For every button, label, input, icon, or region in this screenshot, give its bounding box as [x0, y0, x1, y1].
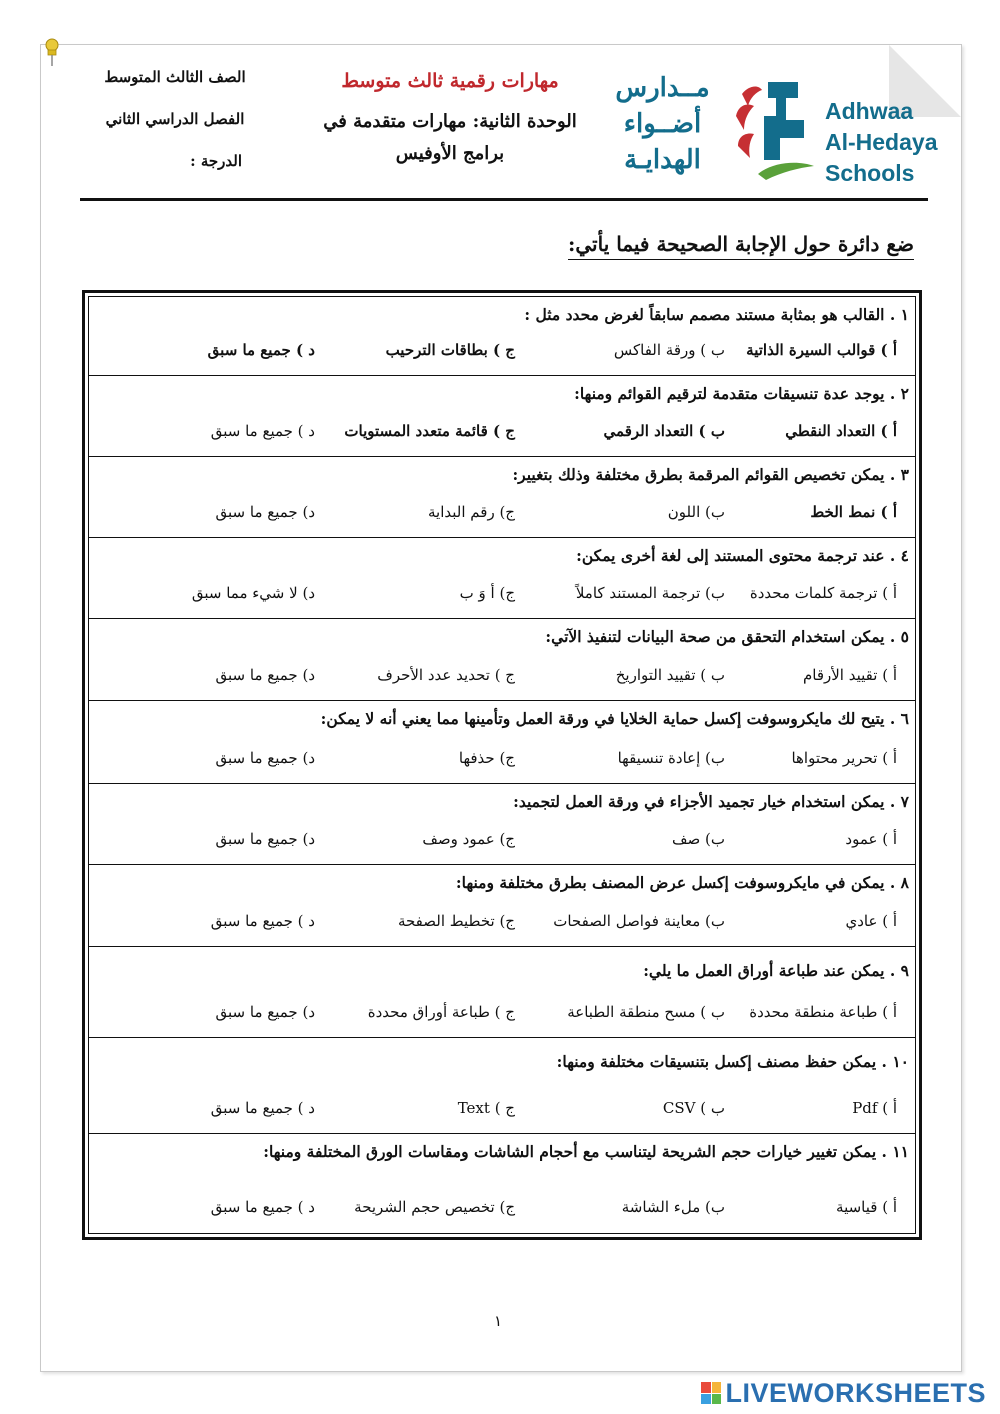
option-a[interactable]: أ ) تقييد الأرقام	[802, 666, 897, 684]
option-d[interactable]: د) جميع ما سبق	[215, 830, 315, 848]
class-info	[80, 68, 270, 194]
question-text: ٧ . يمكن استخدام خيار تجميد الأجزاء في ورقة العمل لتجميد:	[513, 792, 909, 811]
option-c[interactable]: ج) أ وَ ب	[459, 584, 515, 602]
option-a[interactable]: أ ) عمود	[845, 830, 897, 848]
question-row	[89, 538, 915, 619]
question-row	[89, 1038, 915, 1134]
answer-options	[89, 1003, 915, 1027]
question-text: ٨ . يمكن في مايكروسوفت إكسل عرض المصنف بطرق مختلفة ومنها:	[455, 873, 909, 892]
question-row	[89, 701, 915, 784]
question-text: ٢ . يوجد عدة تنسيقات متقدمة لترقيم القوائم ومنها:	[574, 384, 909, 403]
question-text: ٩ . يمكن عند طباعة أوراق العمل ما يلي:	[643, 961, 909, 980]
option-c[interactable]: ج) تخصيص حجم الشريحة	[354, 1198, 515, 1216]
option-d[interactable]: د) لا شيء مما سبق	[191, 584, 315, 602]
option-b[interactable]: ب) إعادة تنسيقها	[617, 749, 725, 767]
option-b[interactable]: ب) اللون	[667, 503, 725, 521]
option-b[interactable]: ب) ترجمة المستند كاملاً	[575, 584, 725, 602]
answer-options	[89, 584, 915, 608]
option-a[interactable]: أ ) قوالب السيرة الذاتية	[746, 341, 897, 359]
option-c[interactable]: ج ) قائمة متعدد المستويات	[344, 422, 515, 440]
answer-options	[89, 1198, 915, 1222]
option-b[interactable]: ب) معاينة فواصل الصفحات	[553, 912, 725, 930]
questions-box	[82, 290, 922, 1240]
option-b[interactable]: ب ) تقييد التواريخ	[615, 666, 725, 684]
option-c[interactable]: ج ) تحديد عدد الأحرف	[377, 666, 515, 684]
logo-emblem-icon	[728, 76, 820, 186]
logo-arabic-line: أضــواء	[623, 109, 702, 139]
answer-options	[89, 1099, 915, 1123]
option-b[interactable]: ب ) التعداد الرقمي	[603, 422, 725, 440]
question-row	[89, 947, 915, 1038]
option-a[interactable]: أ ) طباعة منطقة محددة	[749, 1003, 897, 1021]
answer-options	[89, 341, 915, 365]
question-row	[89, 1134, 915, 1238]
answer-options	[89, 749, 915, 773]
logo-english-line: Schools	[825, 160, 915, 186]
option-c[interactable]: ج ) Text	[457, 1099, 515, 1117]
option-d[interactable]: د ) جميع ما سبق	[210, 912, 315, 930]
question-text: ٣ . يمكن تخصيص القوائم المرقمة بطرق مختلفة وذلك بتغيير:	[512, 465, 909, 484]
question-text: ٥ . يمكن استخدام التحقق من صحة البيانات لتنفيذ الآتي:	[545, 627, 909, 646]
liveworksheets-watermark	[701, 1378, 986, 1408]
header-divider	[80, 198, 928, 201]
logo-arabic-name	[600, 70, 725, 178]
option-d[interactable]: د ) جميع ما سبق	[207, 341, 315, 359]
question-text: ٦ . يتيح لك مايكروسوفت إكسل حماية الخلايا في ورقة العمل وتأمينها مما يعني أنه لا يمكن:	[320, 709, 909, 728]
option-d[interactable]: د) جميع ما سبق	[215, 666, 315, 684]
question-text: ١١ . يمكن تغيير خيارات حجم الشريحة ليتناسب مع أحجام الشاشات ومقاسات الورق المختلفة ومنها:	[263, 1142, 909, 1161]
question-text: ٤ . عند ترجمة محتوى المستند إلى لغة أخرى يمكن:	[576, 546, 909, 565]
option-c[interactable]: ج) عمود وصف	[422, 830, 515, 848]
option-c[interactable]: ج) تخطيط الصفحة	[397, 912, 515, 930]
logo-english-line: Adhwaa	[825, 98, 914, 124]
questions-inner-frame	[88, 296, 916, 1234]
option-c[interactable]: ج ) طباعة أوراق محددة	[367, 1003, 515, 1021]
page-number: ١	[494, 1312, 503, 1330]
semester-label: الفصل الدراسي الثاني	[105, 110, 245, 128]
option-b[interactable]: ب ) مسح منطقة الطباعة	[567, 1003, 725, 1021]
logo-arabic-line: الهدايـة	[624, 145, 701, 175]
question-text: ١ . القالب هو بمثابة مستند مصمم سابقاً لغرض محدد مثل :	[524, 305, 909, 324]
option-d[interactable]: د) جميع ما سبق	[215, 749, 315, 767]
worksheet-title	[300, 70, 600, 170]
logo-english-name	[825, 96, 937, 189]
option-a[interactable]: أ ) تحرير محتواها	[791, 749, 897, 767]
question-row	[89, 376, 915, 457]
option-a[interactable]: أ ) عادي	[845, 912, 897, 930]
answer-options	[89, 830, 915, 854]
liveworksheets-logo-icon	[701, 1382, 721, 1404]
option-d[interactable]: د ) جميع ما سبق	[210, 1198, 315, 1216]
school-logo	[600, 70, 940, 190]
question-row	[89, 784, 915, 865]
logo-arabic-line: مــدارس	[615, 73, 710, 103]
question-row	[89, 619, 915, 701]
option-d[interactable]: د ) جميع ما سبق	[210, 422, 315, 440]
question-row	[89, 457, 915, 538]
answer-options	[89, 503, 915, 527]
answer-options	[89, 422, 915, 446]
answer-options	[89, 912, 915, 936]
question-row	[89, 865, 915, 947]
option-b[interactable]: ب) صف	[671, 830, 725, 848]
question-text: ١٠ . يمكن حفظ مصنف إكسل بتنسيقات مختلفة ومنها:	[556, 1052, 909, 1071]
subject-title: مهارات رقمية ثالث متوسط	[341, 70, 559, 92]
instruction-heading: ضع دائرة حول الإجابة الصحيحة فيما يأتي:	[568, 232, 914, 260]
option-b[interactable]: ب ) CSV	[662, 1099, 725, 1117]
option-a[interactable]: أ ) نمط الخط	[810, 503, 897, 521]
option-c[interactable]: ج) حذفها	[458, 749, 515, 767]
answer-options	[89, 666, 915, 690]
option-d[interactable]: د) جميع ما سبق	[215, 503, 315, 521]
option-c[interactable]: ج ) بطاقات الترحيب	[385, 341, 515, 359]
question-row	[89, 297, 915, 376]
option-a[interactable]: أ ) Pdf	[852, 1099, 897, 1117]
option-a[interactable]: أ ) ترجمة كلمات محددة	[749, 584, 897, 602]
option-b[interactable]: ب ) ورقة الفاكس	[613, 341, 725, 359]
option-a[interactable]: أ ) التعداد النقطي	[785, 422, 897, 440]
logo-english-line: Al-Hedaya	[825, 129, 938, 155]
option-b[interactable]: ب) ملء الشاشة	[621, 1198, 725, 1216]
option-c[interactable]: ج) رقم البداية	[428, 503, 515, 521]
unit-title-line2: برامج الأوفيس	[395, 143, 505, 164]
pushpin-icon	[42, 38, 62, 68]
score-label: الدرجة :	[190, 152, 242, 170]
option-a[interactable]: أ ) قياسية	[836, 1198, 897, 1216]
option-d[interactable]: د) جميع ما سبق	[215, 1003, 315, 1021]
unit-title-line1: الوحدة الثانية: مهارات متقدمة في	[323, 111, 577, 132]
grade-label: الصف الثالث المتوسط	[104, 68, 246, 86]
option-d[interactable]: د ) جميع ما سبق	[210, 1099, 315, 1117]
watermark-text: LIVEWORKSHEETS	[725, 1377, 986, 1408]
